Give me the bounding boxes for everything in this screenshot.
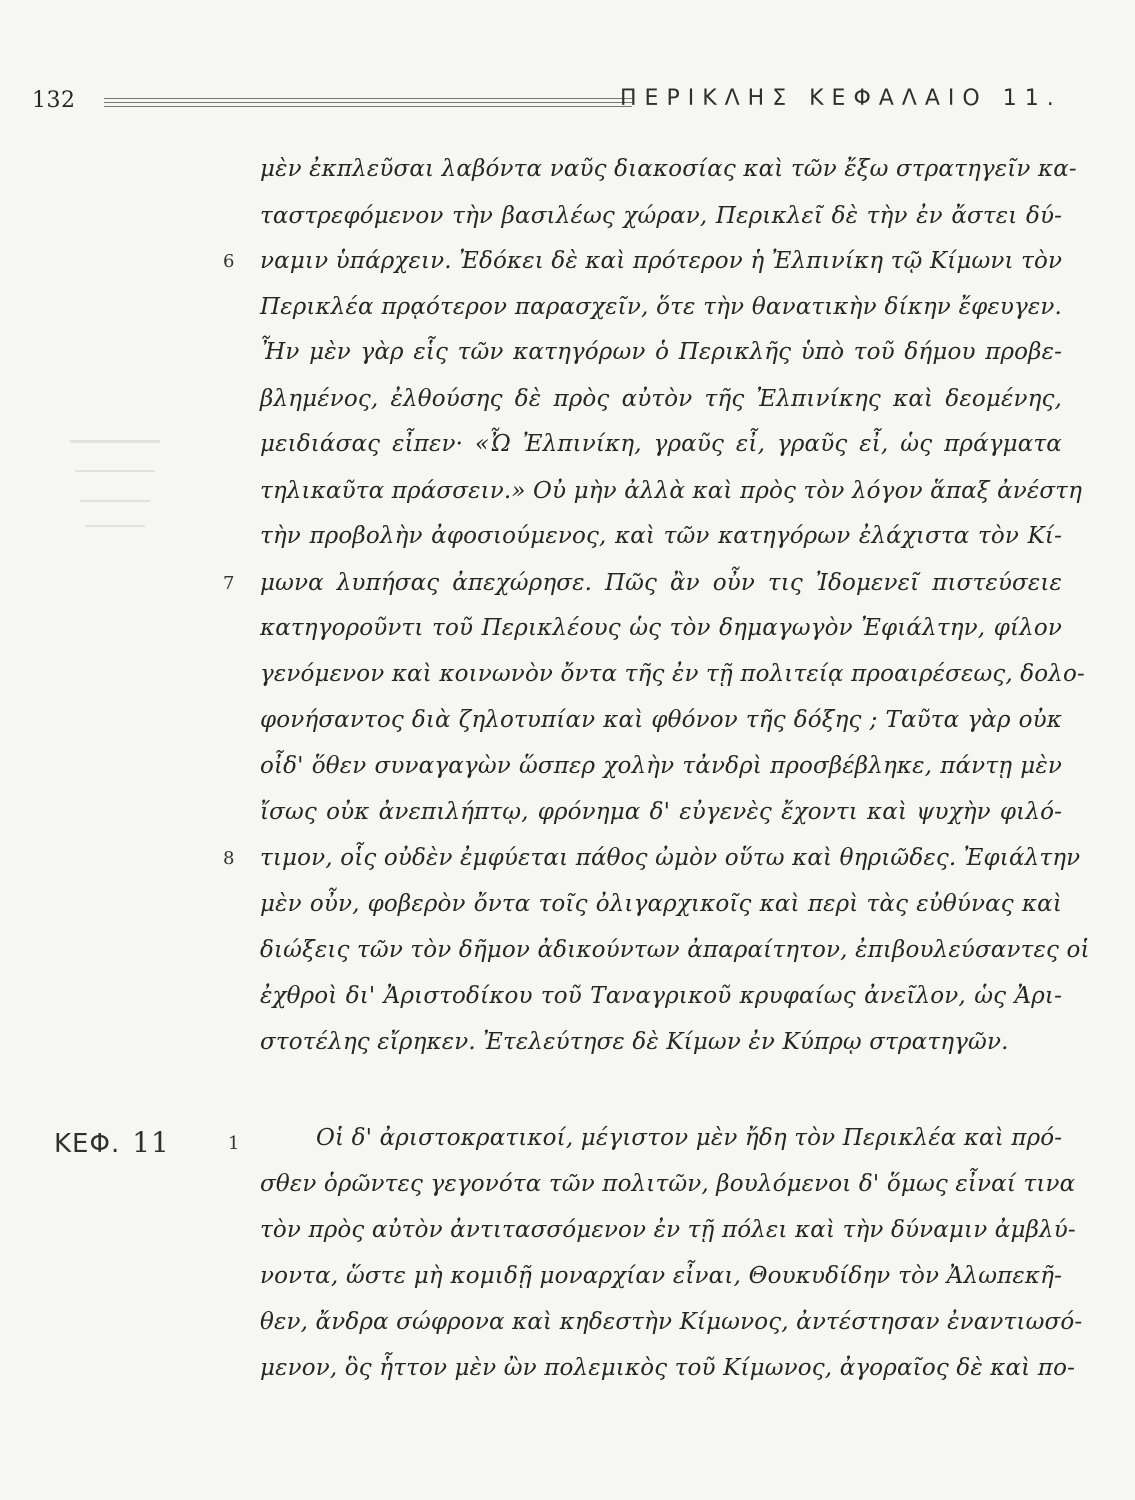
- text-line: μωνα λυπήσας ἀπεχώρησε. Πῶς ἂν οὖν τις Ἰδομενεῖ πιστεύσειε: [260, 570, 1062, 596]
- page-header: [32, 88, 1122, 122]
- text-line: μὲν ἐκπλεῦσαι λαβόντα ναῦς διακοσίας καὶ τῶν ἔξω στρατηγεῖν κα-: [260, 156, 1077, 182]
- text-line: Ἦν μὲν γὰρ εἷς τῶν κατηγόρων ὁ Περικλῆς ὑπὸ τοῦ δήμου προβε-: [260, 339, 1062, 365]
- text-line: τιμον, οἷς οὐδὲν ἐμφύεται πάθος ὠμὸν οὕτω καὶ θηριῶδες. Ἐφιάλτην: [260, 845, 1081, 871]
- text-line: φονήσαντος διὰ ζηλοτυπίαν καὶ φθόνον τῆς δόξης ; Ταῦτα γὰρ οὐκ: [260, 707, 1062, 733]
- header-rule: [104, 106, 632, 107]
- text-line: τὸν πρὸς αὐτὸν ἀντιτασσόμενον ἐν τῇ πόλει καὶ τὴν δύναμιν ἀμβλύ-: [260, 1217, 1076, 1243]
- running-title: ΠΕΡΙΚΛΗΣ ΚΕΦΑΛΑΙΟ 11.: [620, 86, 1062, 111]
- text-line: μειδιάσας εἶπεν· «Ὦ Ἐλπινίκη, γραῦς εἶ, γραῦς εἶ, ὡς πράγματα: [260, 431, 1062, 457]
- show-through-marks: [60, 430, 180, 540]
- chapter-label-number: 11: [132, 1126, 170, 1159]
- section-number: 6: [223, 251, 235, 272]
- section-number: 8: [223, 848, 235, 869]
- text-line: Οἱ δ' ἀριστοκρατικοί, μέγιστον μὲν ἤδη τὸν Περικλέα καὶ πρό-: [316, 1125, 1063, 1151]
- text-line: νοντα, ὥστε μὴ κομιδῇ μοναρχίαν εἶναι, Θουκυδίδην τὸν Ἀλωπεκῆ-: [260, 1263, 1062, 1289]
- text-line: σθεν ὁρῶντες γεγονότα τῶν πολιτῶν, βουλόμενοι δ' ὅμως εἶναί τινα: [260, 1171, 1076, 1197]
- text-line: βλημένος, ἐλθούσης δὲ πρὸς αὐτὸν τῆς Ἐλπινίκης καὶ δεομένης,: [260, 386, 1062, 412]
- text-line: θεν, ἄνδρα σώφρονα καὶ κηδεστὴν Κίμωνος, ἀντέστησαν ἐναντιωσό-: [260, 1309, 1083, 1335]
- text-line: διώξεις τῶν τὸν δῆμον ἀδικούντων ἀπαραίτητον, ἐπιβουλεύσαντες οἱ: [260, 937, 1090, 963]
- text-line: ναμιν ὑπάρχειν. Ἐδόκει δὲ καὶ πρότερον ἡ Ἐλπινίκη τῷ Κίμωνι τὸν: [260, 248, 1063, 274]
- text-line: ταστρεφόμενον τὴν βασιλέως χώραν, Περικλεῖ δὲ τὴν ἐν ἄστει δύ-: [260, 203, 1062, 229]
- section-number: 1: [228, 1133, 240, 1154]
- text-line: μενον, ὃς ἧττον μὲν ὢν πολεμικὸς τοῦ Κίμωνος, ἀγοραῖος δὲ καὶ πο-: [260, 1355, 1075, 1381]
- header-rule: [104, 98, 632, 99]
- section-number: 7: [223, 573, 235, 594]
- text-line: ἐχθροὶ δι' Ἀριστοδίκου τοῦ Ταναγρικοῦ κρυφαίως ἀνεῖλον, ὡς Ἀρι-: [260, 983, 1062, 1009]
- text-line: τηλικαῦτα πράσσειν.» Οὐ μὴν ἀλλὰ καὶ πρὸς τὸν λόγον ἅπαξ ἀνέστη: [260, 478, 1083, 504]
- chapter-label: [54, 1126, 170, 1159]
- header-rule: [104, 102, 632, 103]
- text-line: μὲν οὖν, φοβερὸν ὄντα τοῖς ὀλιγαρχικοῖς καὶ περὶ τὰς εὐθύνας καὶ: [260, 891, 1062, 917]
- text-line: τὴν προβολὴν ἀφοσιούμενος, καὶ τῶν κατηγόρων ἐλάχιστα τὸν Κί-: [260, 523, 1062, 549]
- text-line: στοτέλης εἴρηκεν. Ἐτελεύτησε δὲ Κίμων ἐν Κύπρῳ στρατηγῶν.: [260, 1029, 1009, 1055]
- text-line: οἶδ' ὅθεν συναγαγὼν ὥσπερ χολὴν τἀνδρὶ προσβέβληκε, πάντῃ μὲν: [260, 753, 1062, 779]
- text-line: Περικλέα πρᾳότερον παρασχεῖν, ὅτε τὴν θανατικὴν δίκην ἔφευγεν.: [260, 294, 1062, 320]
- text-line: κατηγοροῦντι τοῦ Περικλέους ὡς τὸν δημαγωγὸν Ἐφιάλτην, φίλον: [260, 615, 1062, 641]
- chapter-label-prefix: ΚΕΦ.: [54, 1129, 121, 1159]
- text-line: γενόμενον καὶ κοινωνὸν ὄντα τῆς ἐν τῇ πολιτείᾳ προαιρέσεως, δολο-: [260, 661, 1085, 687]
- page-number: 132: [32, 88, 76, 113]
- text-line: ἴσως οὐκ ἀνεπιλήπτῳ, φρόνημα δ' εὐγενὲς ἔχοντι καὶ ψυχὴν φιλό-: [260, 799, 1062, 825]
